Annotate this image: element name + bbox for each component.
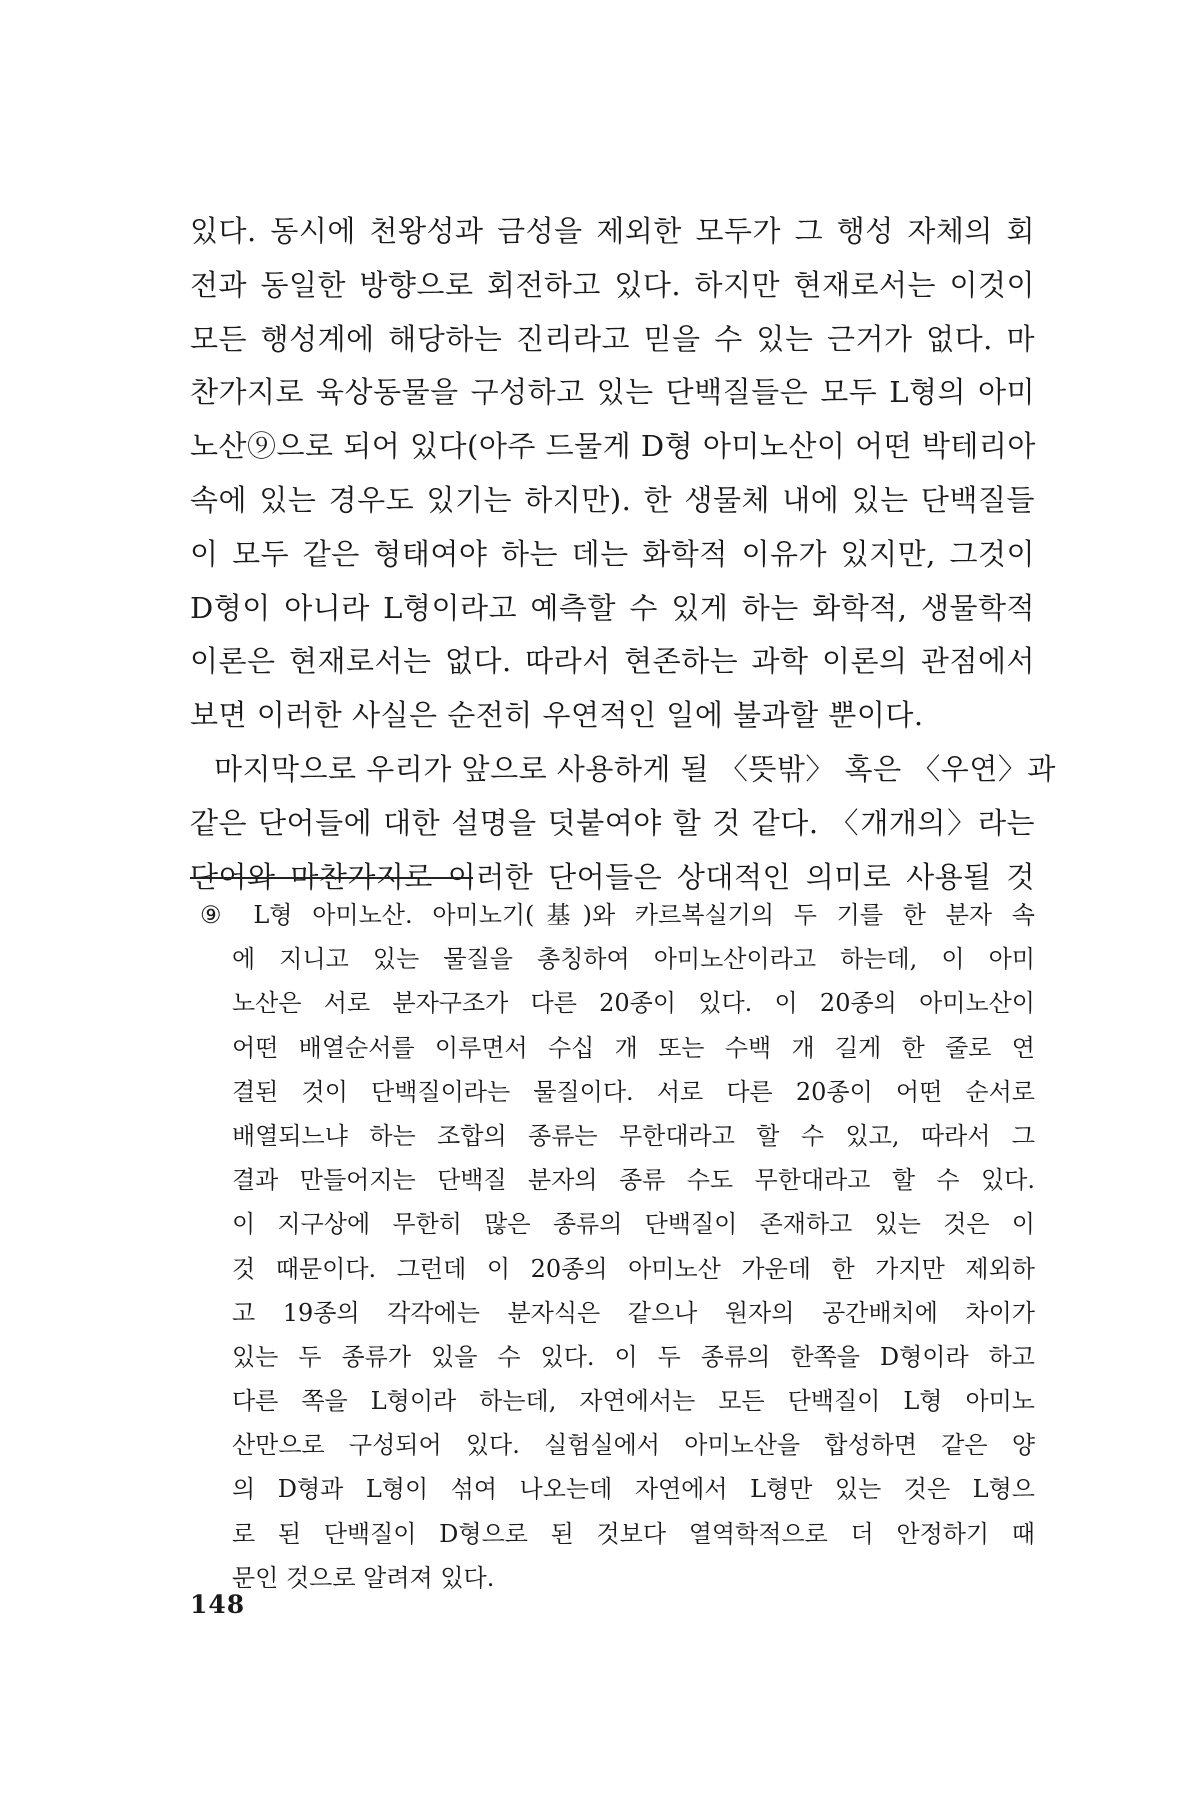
- body-line: 노산⑨으로 되어 있다(아주 드물게 D형 아미노산이 어떤 박테리아: [190, 429, 1036, 464]
- footnote-line: 어떤 배열순서를 이루면서 수십 개 또는 수백 개 길게 한 줄로 연: [232, 1033, 1035, 1062]
- body-line: 있다. 동시에 천왕성과 금성을 제외한 모두가 그 행성 자체의 회: [190, 214, 1035, 248]
- footnote-line: 있는 두 종류가 있을 수 있다. 이 두 종류의 한쪽을 D형이라 하고: [232, 1342, 1035, 1371]
- footnote-line: 것 때문이다. 그런데 이 20종의 아미노산 가운데 한 가지만 제외하: [232, 1254, 1035, 1283]
- body-line: D형이 아니라 L형이라고 예측할 수 있게 하는 화학적, 생물학적: [190, 590, 1035, 625]
- footnote: [190, 893, 1035, 1600]
- footnote-line: 고 19종의 각각에는 분자식은 같으나 원자의 공간배치에 차이가: [232, 1298, 1035, 1327]
- footnote-line: 결과 만들어지는 단백질 분자의 종류 수도 무한대라고 할 수 있다.: [232, 1166, 1035, 1195]
- footnote-line: 이 지구상에 무한히 많은 종류의 단백질이 존재하고 있는 것은 이: [232, 1210, 1035, 1239]
- body-line: 속에 있는 경우도 있기는 하지만). 한 생물체 내에 있는 단백질들: [190, 482, 1035, 517]
- footnote-line: 산만으로 구성되어 있다. 실험실에서 아미노산을 합성하면 같은 양: [232, 1431, 1035, 1460]
- footnote-line: 노산은 서로 분자구조가 다른 20종이 있다. 이 20종의 아미노산이: [232, 989, 1035, 1018]
- body-line: 찬가지로 육상동물을 구성하고 있는 단백질들은 모두 L형의 아미: [190, 375, 1035, 410]
- body-line: 이 모두 같은 형태여야 하는 데는 화학적 이유가 있지만, 그것이: [190, 536, 1035, 571]
- footnote-line: ⑨ L형 아미노산. 아미노기(基)와 카르복실기의 두 기를 한 분자 속: [200, 901, 1035, 929]
- body-text: [190, 205, 1056, 904]
- footnote-line: 에 지니고 있는 물질을 총칭하여 아미노산이라고 하는데, 이 아미: [232, 945, 1035, 974]
- body-line: 마지막으로 우리가 앞으로 사용하게 될 〈뜻밖〉 혹은 〈우연〉과: [214, 751, 1056, 786]
- page-number: 148: [190, 1590, 246, 1619]
- body-line: 보면 이러한 사실은 순전히 우연적인 일에 불과할 뿐이다.: [190, 698, 924, 733]
- footnote-line: 결된 것이 단백질이라는 물질이다. 서로 다른 20종이 어떤 순서로: [232, 1077, 1035, 1106]
- footnote-line: 배열되느냐 하는 조합의 종류는 무한대라고 할 수 있고, 따라서 그: [232, 1121, 1035, 1150]
- body-line: 이론은 현재로서는 없다. 따라서 현존하는 과학 이론의 관점에서: [190, 644, 1035, 679]
- body-line: 같은 단어들에 대한 설명을 덧붙여야 할 것 같다. 〈개개의〉라는: [190, 805, 1035, 840]
- footnote-divider: [190, 877, 473, 879]
- body-line: 단어와 마찬가지로 이러한 단어들은 상대적인 의미로 사용될 것: [190, 859, 1035, 894]
- footnote-line: 의 D형과 L형이 섞여 나오는데 자연에서 L형만 있는 것은 L형으: [232, 1475, 1035, 1504]
- body-line: 전과 동일한 방향으로 회전하고 있다. 하지만 현재로서는 이것이: [190, 267, 1035, 302]
- footnote-line: 문인 것으로 알려져 있다.: [232, 1563, 495, 1592]
- footnote-line: 로 된 단백질이 D형으로 된 것보다 열역학적으로 더 안정하기 때: [232, 1519, 1035, 1548]
- body-line: 모든 행성계에 해당하는 진리라고 믿을 수 있는 근거가 없다. 마: [190, 321, 1035, 356]
- footnote-line: 다른 쪽을 L형이라 하는데, 자연에서는 모든 단백질이 L형 아미노: [232, 1387, 1035, 1416]
